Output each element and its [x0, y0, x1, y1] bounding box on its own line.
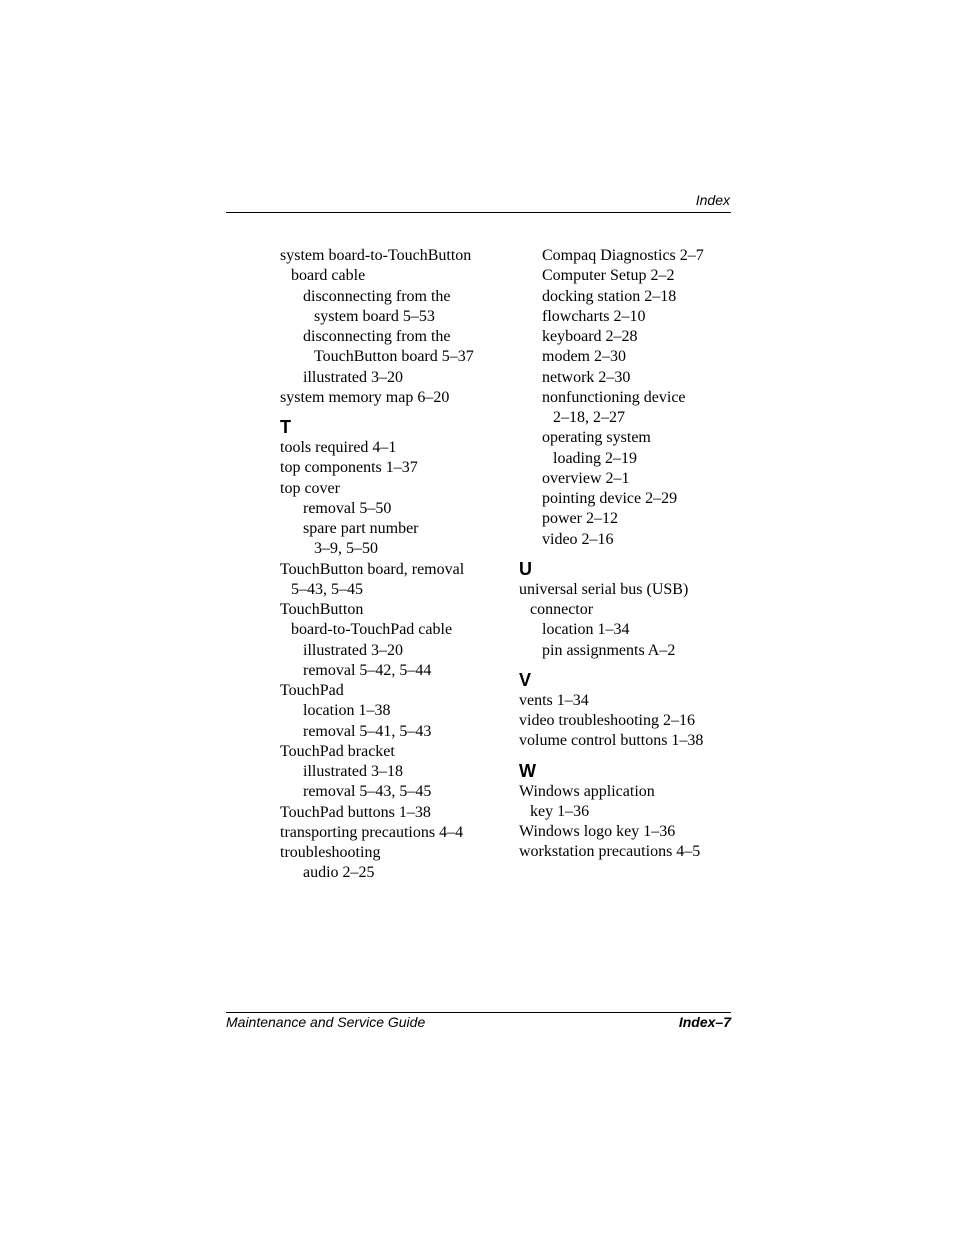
index-entry: connector: [530, 601, 594, 618]
index-entry: removal 5–50: [303, 499, 392, 517]
index-entry: operating system: [542, 429, 651, 447]
index-entry: removal 5–43, 5–45: [303, 783, 432, 801]
index-entry: top cover: [280, 479, 340, 497]
index-entry: TouchButton: [280, 601, 364, 618]
index-entry: Windows application: [519, 782, 655, 800]
index-entry: pin assignments A–2: [542, 641, 676, 659]
index-entry: board cable: [291, 267, 366, 285]
index-entry: 3–9, 5–50: [314, 540, 378, 558]
index-entry: volume control buttons 1–38: [519, 732, 704, 750]
index-entry: modem 2–30: [542, 348, 626, 366]
index-entry: Compaq Diagnostics 2–7: [542, 247, 704, 264]
index-section-letter: U: [519, 558, 532, 579]
index-entry: tools required 4–1: [280, 439, 397, 456]
index-entry: flowcharts 2–10: [542, 307, 646, 325]
index-entry: pointing device 2–29: [542, 490, 678, 507]
index-entry: vents 1–34: [519, 691, 589, 709]
index-entry: video troubleshooting 2–16: [519, 712, 695, 729]
index-entry: TouchPad: [280, 682, 344, 699]
index-section-letter: V: [519, 669, 532, 690]
index-entry: 2–18, 2–27: [553, 409, 625, 426]
index-entry: docking station 2–18: [542, 287, 677, 305]
index-entry: overview 2–1: [542, 469, 630, 487]
index-entry: troubleshooting: [280, 844, 381, 861]
index-entry: illustrated 3–20: [303, 641, 403, 659]
index-entry: board-to-TouchPad cable: [291, 621, 453, 639]
index-entry: power 2–12: [542, 510, 618, 528]
index-entry: system board-to-TouchButton: [280, 247, 472, 264]
index-entry: top components 1–37: [280, 459, 418, 477]
index-entry: TouchButton board, removal: [280, 560, 465, 578]
index-entry: system board 5–53: [314, 307, 435, 325]
index-entry: location 1–34: [542, 621, 630, 639]
index-entry: removal 5–42, 5–44: [303, 661, 432, 679]
index-section-letter: W: [519, 760, 536, 781]
index-entry: disconnecting from the: [303, 328, 451, 345]
index-entry: nonfunctioning device: [542, 388, 686, 406]
index-entry: Computer Setup 2–2: [542, 267, 675, 285]
footer-title: Maintenance and Service Guide: [226, 1014, 426, 1030]
index-entry: audio 2–25: [303, 864, 375, 882]
index-entry: location 1–38: [303, 702, 391, 720]
index-column-right: [519, 246, 749, 863]
index-entry: key 1–36: [530, 802, 590, 820]
index-entry: 5–43, 5–45: [291, 580, 363, 598]
index-entry: removal 5–41, 5–43: [303, 722, 432, 740]
index-entry: TouchPad buttons 1–38: [280, 803, 431, 821]
index-entry: network 2–30: [542, 368, 631, 386]
index-entry: illustrated 3–18: [303, 763, 403, 780]
index-entry: transporting precautions 4–4: [280, 823, 464, 841]
index-entry: loading 2–19: [553, 449, 637, 467]
index-entry: disconnecting from the: [303, 287, 451, 305]
index-entry: workstation precautions 4–5: [519, 843, 701, 861]
index-section-letter: T: [280, 417, 291, 437]
index-column-left: [280, 246, 510, 884]
header-rule: [226, 212, 731, 213]
page-number: Index–7: [678, 1014, 731, 1030]
index-entry: video 2–16: [542, 530, 614, 548]
index-entry: TouchPad bracket: [280, 742, 395, 760]
index-entry: Windows logo key 1–36: [519, 823, 676, 840]
index-entry: spare part number: [303, 520, 419, 537]
index-entry: keyboard 2–28: [542, 328, 638, 345]
index-entry: illustrated 3–20: [303, 368, 403, 386]
index-entry: TouchButton board 5–37: [314, 348, 474, 366]
running-header: Index: [695, 192, 730, 208]
index-entry: universal serial bus (USB): [519, 580, 689, 598]
index-entry: system memory map 6–20: [280, 388, 450, 406]
